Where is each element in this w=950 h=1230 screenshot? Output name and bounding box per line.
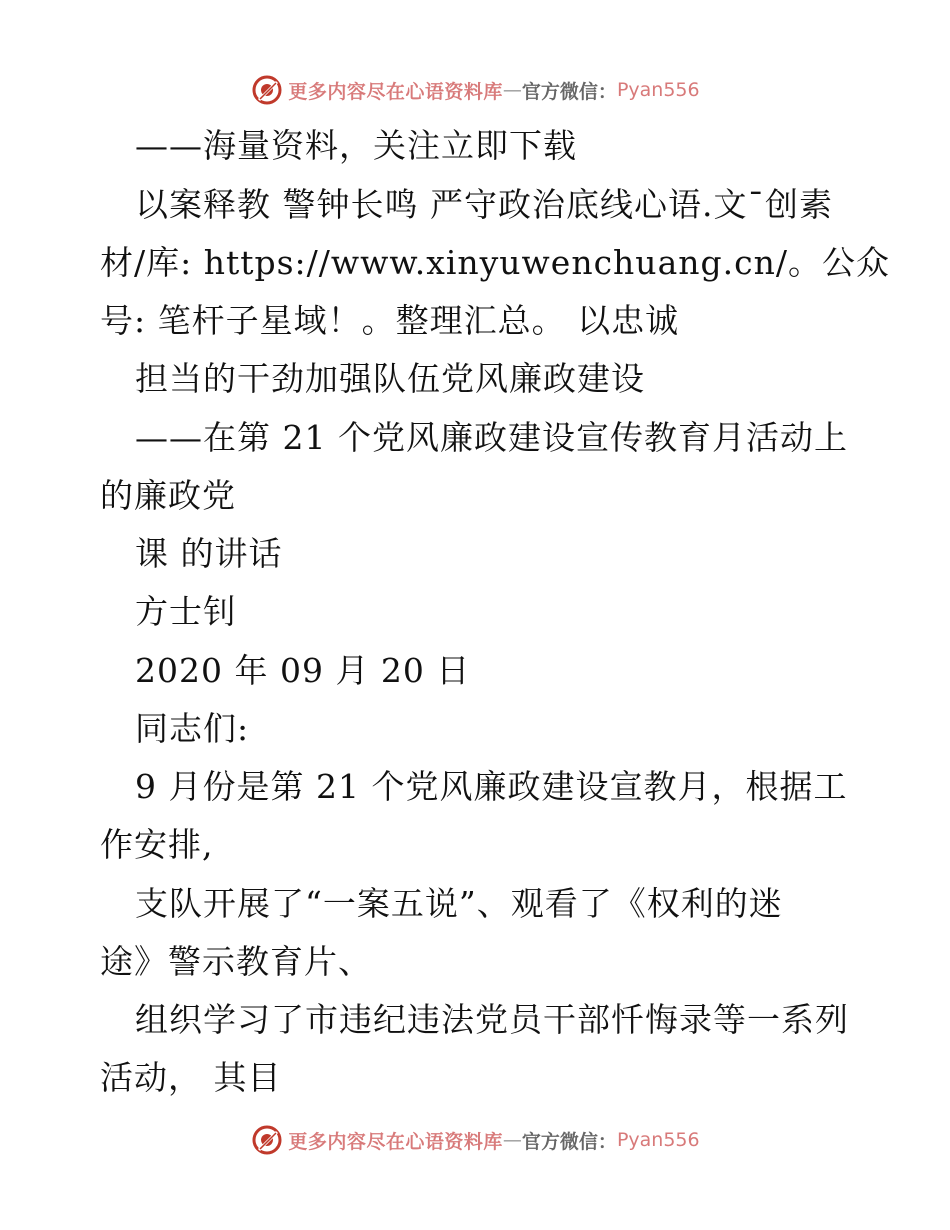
date-line: 2020 年 09 月 20 日	[135, 651, 471, 690]
banner-wechat-label: 官方微信：	[521, 80, 617, 103]
banner-dash: —	[502, 1129, 522, 1151]
text-line: 途》警示教育片、	[100, 942, 372, 981]
text-line: 9 月份是第 21 个党风廉政建设宣教月，根据工	[135, 767, 848, 806]
text-line: ——海量资料，关注立即下载	[135, 126, 577, 165]
banner-wechat-id: Pyan556	[616, 1129, 700, 1151]
text-line: 的廉政党	[100, 476, 236, 515]
text-line: 材/库: https://www.xinyuwenchuang.cn/。公众	[100, 243, 890, 282]
text-line: 担当的干劲加强队伍党风廉政建设	[135, 359, 645, 398]
banner-main-text: 更多内容尽在心语资料库	[288, 80, 503, 103]
text-line: 以案释教 警钟长鸣 严守政治底线心语.文¯创素	[135, 185, 833, 224]
text-line: 活动， 其目	[100, 1058, 282, 1097]
watermark-banner-bottom	[0, 1123, 950, 1157]
author-line: 方士钊	[135, 592, 237, 631]
banner-wechat-id: Pyan556	[616, 79, 700, 101]
text-line: 组织学习了市违纪违法党员干部忏悔录等一系列	[135, 1000, 849, 1039]
text-line: 支队开展了“一案五说”、观看了《权利的迷	[135, 884, 783, 923]
banner-wechat-label: 官方微信：	[521, 1130, 617, 1153]
banner-main-text: 更多内容尽在心语资料库	[288, 1130, 503, 1153]
text-line: ——在第 21 个党风廉政建设宣传教育月活动上	[135, 418, 848, 457]
text-line: 号: 笔杆子星域！。整理汇总。 以忠诚	[100, 301, 680, 340]
text-line: 作安排,	[100, 825, 214, 864]
pen-logo-icon	[250, 1123, 284, 1157]
banner-dash: —	[502, 79, 522, 101]
salutation-line: 同志们:	[135, 709, 250, 748]
text-line: 课 的讲话	[135, 534, 283, 573]
